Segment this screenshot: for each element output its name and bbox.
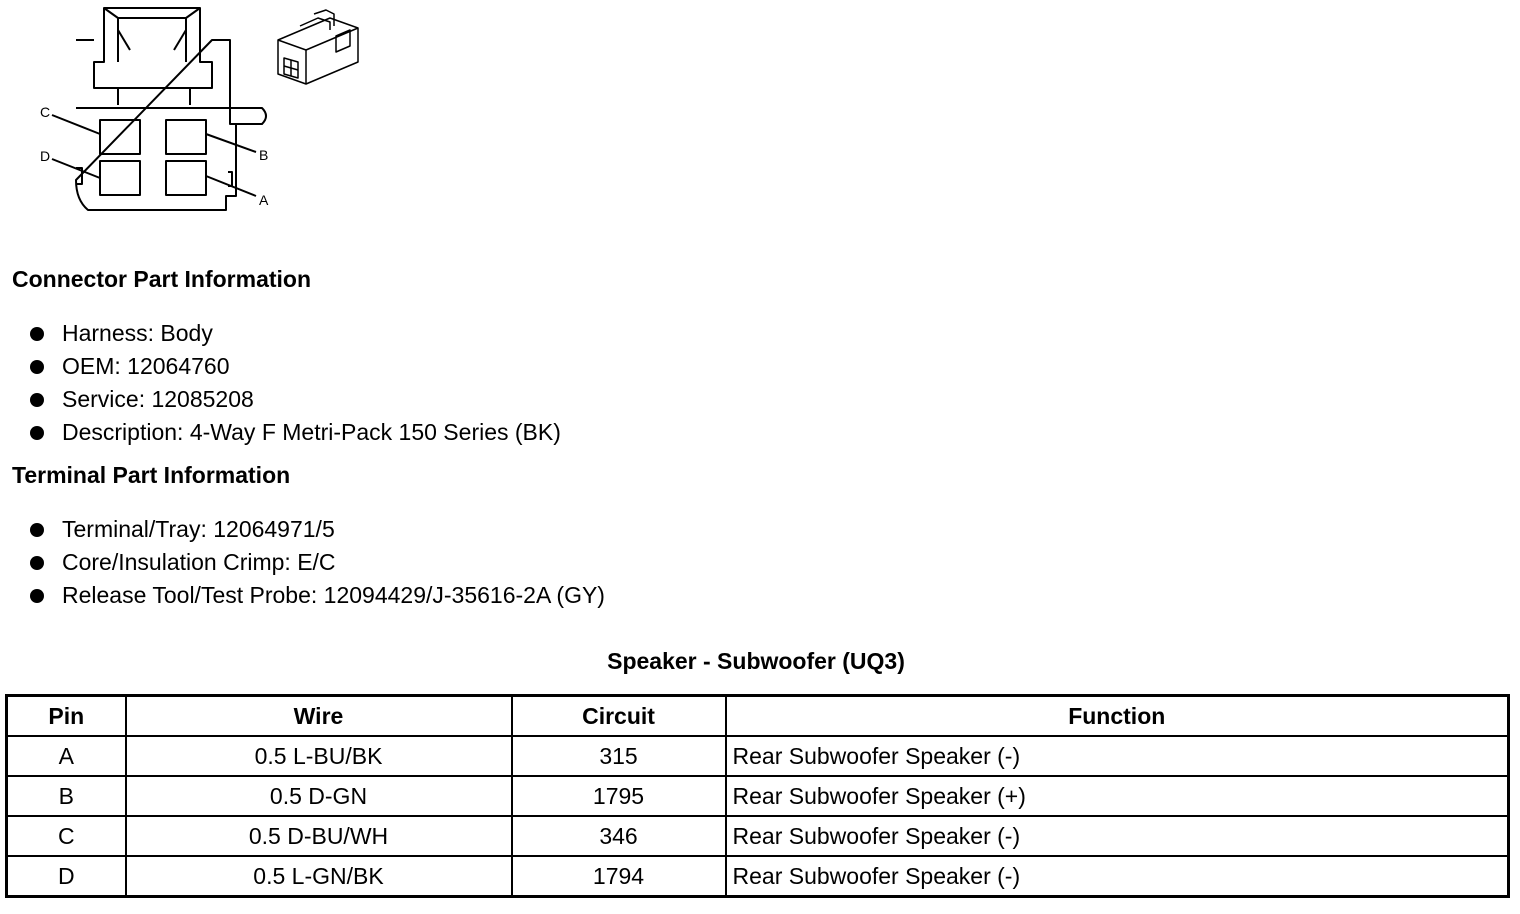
pinout-table <box>5 694 1510 898</box>
list-item-text: Harness: Body <box>62 320 213 346</box>
list-item-text: Release Tool/Test Probe: 12094429/J-35616-2A (GY) <box>62 582 605 608</box>
connector-iso-view <box>278 10 358 84</box>
cell-wire: 0.5 D-BU/WH <box>126 816 512 856</box>
cell-wire: 0.5 L-GN/BK <box>126 856 512 897</box>
cell-function: Rear Subwoofer Speaker (-) <box>726 736 1509 776</box>
table-header-row <box>7 696 1509 737</box>
column-header-wire: Wire <box>126 696 512 737</box>
pin-label-d: D <box>40 148 51 164</box>
cell-function: Rear Subwoofer Speaker (+) <box>726 776 1509 816</box>
bullet-icon <box>30 393 44 407</box>
column-header-pin: Pin <box>7 696 126 737</box>
connector-diagram <box>0 0 380 230</box>
bullet-icon <box>30 327 44 341</box>
cell-pin: A <box>7 736 126 776</box>
pin-label-b: B <box>259 147 269 163</box>
list-item <box>30 546 605 579</box>
pin-label-a: A <box>259 192 269 208</box>
list-item-text: Terminal/Tray: 12064971/5 <box>62 516 335 542</box>
cell-function: Rear Subwoofer Speaker (-) <box>726 816 1509 856</box>
connector-info-heading: Connector Part Information <box>12 266 312 292</box>
connector-info-list <box>30 317 561 449</box>
table-row <box>7 776 1509 816</box>
cell-circuit: 1795 <box>512 776 726 816</box>
list-item <box>30 416 561 449</box>
table-row <box>7 816 1509 856</box>
list-item <box>30 513 605 546</box>
list-item-text: Service: 12085208 <box>62 386 254 412</box>
cell-wire: 0.5 L-BU/BK <box>126 736 512 776</box>
list-item <box>30 579 605 612</box>
bullet-icon <box>30 360 44 374</box>
column-header-circuit: Circuit <box>512 696 726 737</box>
cell-circuit: 346 <box>512 816 726 856</box>
terminal-info-heading: Terminal Part Information <box>12 462 291 488</box>
bullet-icon <box>30 426 44 440</box>
list-item-text: OEM: 12064760 <box>62 353 230 379</box>
bullet-icon <box>30 556 44 570</box>
table-row <box>7 736 1509 776</box>
column-header-function: Function <box>726 696 1509 737</box>
cell-function: Rear Subwoofer Speaker (-) <box>726 856 1509 897</box>
cell-circuit: 1794 <box>512 856 726 897</box>
list-item <box>30 317 561 350</box>
pin-label-c: C <box>40 104 51 120</box>
cell-circuit: 315 <box>512 736 726 776</box>
list-item-text: Core/Insulation Crimp: E/C <box>62 549 336 575</box>
list-item <box>30 350 561 383</box>
cell-pin: D <box>7 856 126 897</box>
table-caption: Speaker - Subwoofer (UQ3) <box>607 648 905 674</box>
terminal-info-list <box>30 513 605 612</box>
list-item <box>30 383 561 416</box>
cell-wire: 0.5 D-GN <box>126 776 512 816</box>
table-row <box>7 856 1509 897</box>
bullet-icon <box>30 523 44 537</box>
cell-pin: B <box>7 776 126 816</box>
cell-pin: C <box>7 816 126 856</box>
bullet-icon <box>30 589 44 603</box>
list-item-text: Description: 4-Way F Metri-Pack 150 Series (BK) <box>62 419 561 445</box>
